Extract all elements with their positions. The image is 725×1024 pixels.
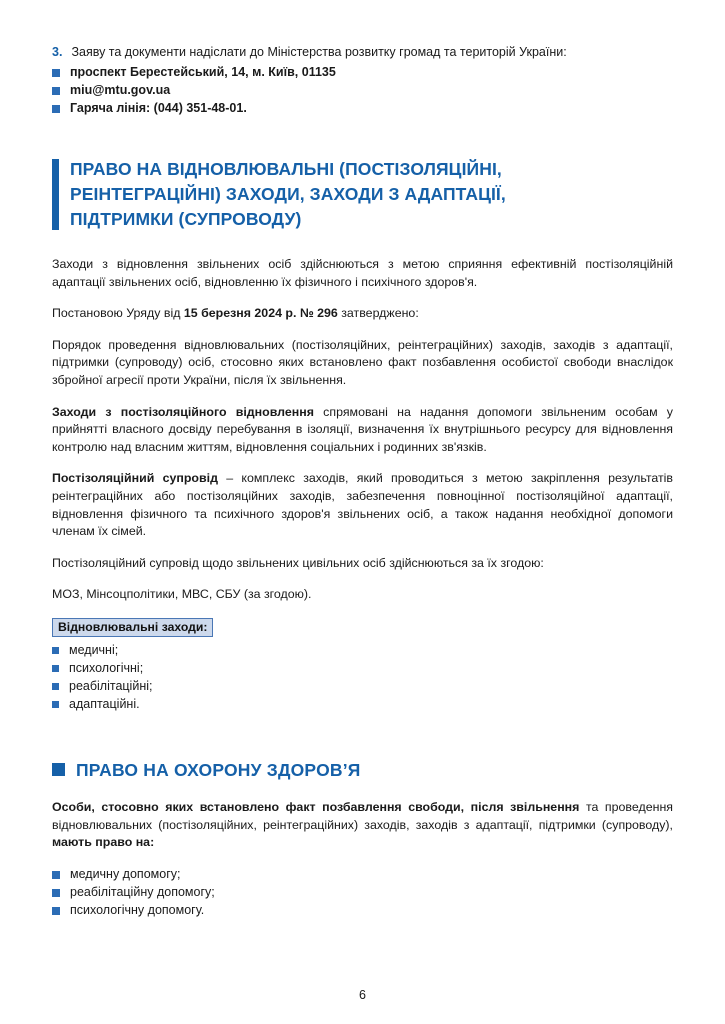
bullet-square-icon [52,871,60,879]
paragraph-resolution [52,305,673,323]
measure-label: медичні; [69,642,119,657]
bullet-square-icon [52,105,60,113]
support-rest: – комплекс заходів, який проводиться з метою закріплення результатів реінтеграційних або постізоляційних заходів, забезпечення повноцінної постізоляційної адаптації, відновлення фізичного та психічного здоров'я звільнених осіб, а також надання необхідної допомоги членам їх сімей. [52,471,674,539]
list-item [52,64,673,81]
list-item [52,696,673,713]
rights-mid: та проведення відновлювальних (постізоляційних, реінтеграційних) заходів, заходів з адаптації, підтримки (супроводу), [52,799,673,832]
measure-label: психологічні; [69,660,144,675]
section-title-line-2: РЕІНТЕГРАЦІЙНІ) ЗАХОДИ, ЗАХОДИ З АДАПТАЦІЇ, [70,184,506,204]
list-item [52,884,673,901]
section-title [70,157,506,232]
contacts-list [52,64,673,117]
item-text: Заяву та документи надіслати до Міністерства розвитку громад та територій України: [71,45,567,59]
measures-lead: Заходи з постізоляційного відновлення [52,404,314,419]
bullet-square-icon [52,907,60,915]
bullet-square-icon [52,683,59,690]
measures-rest: спрямовані на надання допомоги звільненим особам у прийнятті власного досвіду перебування в ізоляції, визначення їх внутрішнього ресурсу для відновлення контролю над власним життям, відновлення соціальних і родинних зв'язків. [52,404,673,454]
right-label: психологічну допомогу. [70,902,205,917]
list-item [52,660,673,677]
paragraph-support [52,470,673,540]
measure-label: адаптаційні. [69,696,140,711]
list-item [52,678,673,695]
measures-list [52,642,673,713]
list-item [52,866,673,883]
numbered-item-3 [52,44,673,61]
bullet-square-icon [52,701,59,708]
paragraph-consent: Постізоляційний супровід щодо звільнених цивільних осіб здійснюються за їх згодою: [52,555,544,570]
section2-title: ПРАВО НА ОХОРОНУ ЗДОРОВ’Я [76,759,361,780]
paragraph-measures [52,404,673,457]
paragraph-agencies: МОЗ, Мінсоцполітики, МВС, СБУ (за згодою). [52,587,312,602]
contact-hotline: Гаряча лінія: (044) 351-48-01. [70,101,247,115]
bullet-square-icon [52,69,60,77]
bullet-square-icon [52,87,60,95]
paragraph-intro: Заходи з відновлення звільнених осіб здійснюються з метою сприяння ефективній постізоляційній адаптації звільнених осіб, відновленню їх фізичного і психічного здоров'я. [52,257,673,289]
contact-address: проспект Берестейський, 14, м. Київ, 01135 [70,65,336,79]
bullet-square-icon [52,647,59,654]
rights-lead: Особи, стосовно яких встановлено факт позбавлення свободи, після звільнення [52,799,580,814]
rights-list [52,866,673,919]
list-item [52,100,673,117]
item-number: 3. [52,45,63,59]
highlighted-label: Відновлювальні заходи: [52,618,213,637]
section-title-line-1: ПРАВО НА ВІДНОВЛЮВАЛЬНІ (ПОСТІЗОЛЯЦІЙНІ, [70,159,502,179]
list-item [52,82,673,99]
page-number: 6 [359,988,366,1002]
section2-heading-block [52,759,673,781]
list-item [52,642,673,659]
resolution-date: 15 березня 2024 р. № 296 [183,306,338,321]
section-title-line-3: ПІДТРИМКИ (СУПРОВОДУ) [70,209,302,229]
resolution-prefix: Постановою Уряду від [52,306,184,321]
support-lead: Постізоляційний супровід [52,471,218,486]
resolution-suffix: затверджено: [337,306,419,321]
section-heading-block [52,157,673,232]
list-item [52,902,673,919]
contact-email[interactable]: miu@mtu.gov.ua [70,83,171,97]
bullet-square-icon [52,763,65,776]
highlight-label-wrapper [52,618,673,642]
rights-tail: мають право на: [52,835,155,850]
bullet-square-icon [52,665,59,672]
paragraph-rights-intro [52,799,673,852]
right-label: реабілітаційну допомогу; [70,884,215,899]
measure-label: реабілітаційні; [69,678,153,693]
right-label: медичну допомогу; [70,866,181,881]
bullet-square-icon [52,889,60,897]
paragraph-order: Порядок проведення відновлювальних (постізоляційних, реінтеграційних) заходів, заходів з адаптації, підтримки (супроводу) осіб, стосовно яких встановлено факт позбавлення особистої свободи внаслідок збройної агресії проти України, після їх звільнення. [52,337,673,387]
heading-accent-bar [52,159,59,230]
